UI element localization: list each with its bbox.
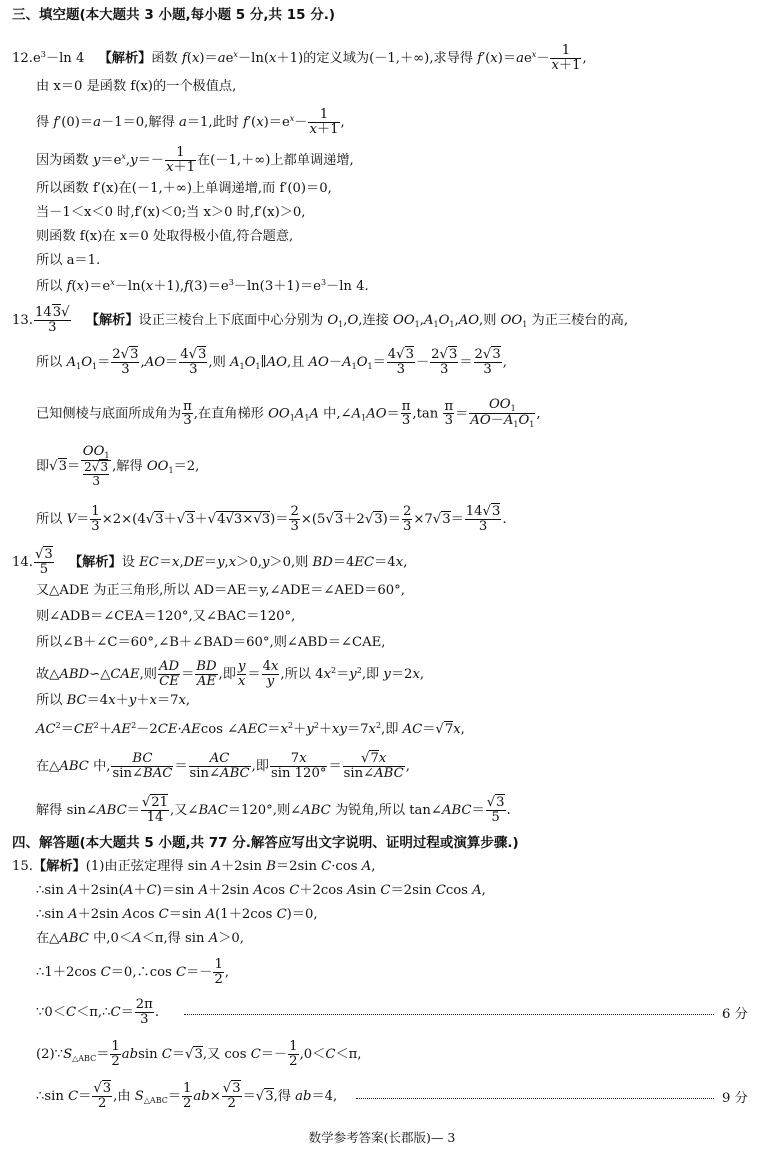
question-12-line-4: 因为函数 $y=e^x,y=-$ $\frac{1}{x+1}$ 在(－1,＋∞)上都单调递增, <box>36 145 354 175</box>
analysis-text: 函数 $f(x)=ae^x-\ln(x+1)$的定义域为(－1,＋∞),求导得 $f'(x)=ae^x-$ $\frac{1}{x+1}$ , <box>151 43 587 73</box>
analysis-tag: 【解析】 <box>32 859 86 874</box>
question-12-line-1 <box>12 44 587 73</box>
question-12-line-2: 由 x＝0 是函数 f(x)的一个极值点, <box>36 79 237 94</box>
analysis-text: 设正三棱台上下底面中心分别为 $O_1,O$,连接 $OO_1,A_1O_1,AO$,则 $OO_1$ 为正三棱台的高, <box>138 312 629 329</box>
question-15-line-7: $(2)\because S_{\triangle ABC}=$ $\frac{1}{2}$ absin C＝√3,又 cos C＝－ $\frac{1}{2}$ ,0＜C＜π, <box>36 1039 362 1069</box>
question-12-line-9: 所以 $f(x)=e^x-\ln(x+1),f(3)=e^3-\ln(3+1)=e^3-\ln$ 4. <box>36 278 369 294</box>
question-15-line-6: ∵0＜C＜π,∴C＝ $\frac{2\pi}{3}$ . <box>36 997 160 1027</box>
question-14-line-5: 故△ABD∽△CAE,则 $\frac{AD}{CE}$ ＝ $\frac{BD}{AE}$ ,即 $\frac{y}{x}$ ＝ $\frac{4x}{y}$ ,所以 $4x^2=y^2$,即 y＝2x, <box>36 659 425 689</box>
question-15-line-1 <box>12 860 375 875</box>
question-14-line-2: 又△ADE 为正三角形,所以 AD＝AE＝y,∠ADE＝∠AED＝60°, <box>36 583 405 598</box>
question-14-line-8: 在△ABC 中, BC sin∠BAC ＝ AC sin∠ABC ,即 $\frac{7x}{\sin 120^\circ}$ ＝ √7x sin∠ABC , <box>36 751 410 781</box>
question-12-line-3: 得 f′(0)＝a－1＝0,解得 a＝1,此时 $f'(x)=e^x-$ $\frac{1}{x+1}$ , <box>36 107 345 137</box>
question-12-line-7: 则函数 f(x)在 x＝0 处取得极小值,符合题意, <box>36 229 294 244</box>
analysis-tag: 【解析】 <box>68 554 122 570</box>
answer: $\frac{143√}{3}$ <box>34 305 70 335</box>
score-mark: 9 分 <box>722 1091 748 1106</box>
section-heading-solutions: 四、解答题(本大题共 5 小题,共 77 分.解答应写出文字说明、证明过程或演算步骤.) <box>12 835 519 851</box>
question-14-line-3: 则∠ADB＝∠CEA＝120°,又∠BAC＝120°, <box>36 609 296 624</box>
question-14-line-1 <box>12 548 407 577</box>
question-14-line-6: 所以 BC＝4x＋y＋x＝7x, <box>36 693 191 708</box>
question-number: 13. <box>12 312 33 328</box>
analysis-tag: 【解析】 <box>98 50 152 66</box>
question-12-line-5: 所以函数 f′(x)在(－1,＋∞)上单调递增,而 f′(0)＝0, <box>36 181 332 196</box>
question-12-line-6: 当－1＜x＜0 时,f′(x)＜0;当 x＞0 时,f′(x)＞0, <box>36 205 306 220</box>
question-number: 12. <box>12 50 33 66</box>
question-14-line-9: 解得 sin∠ABC＝ $\frac{√21}{14}$ ,又∠BAC＝120°,则∠ABC 为锐角,所以 tan∠ABC＝ $\frac{√3}{5}$ . <box>36 795 511 825</box>
score-mark: 6 分 <box>722 1007 748 1022</box>
question-12-line-8: 所以 a＝1. <box>36 253 101 268</box>
question-15-line-5: ∴1＋2cos C＝0,∴cos C＝－ $\frac{1}{2}$ , <box>36 957 230 987</box>
question-13-line-5: 所以 V＝ $\frac{1}{3}$ ×2×(4√3＋√3＋√4√3×√3)＝ $\frac{2}{3}$ ×(5√3＋2√3)＝ $\frac{2}{3}$ ×7√3＝ $\frac{14√3}{3}$ . <box>36 504 507 534</box>
question-14-line-4: 所以∠B＋∠C＝60°,∠B＋∠BAD＝60°,则∠ABD＝∠CAE, <box>36 635 386 650</box>
answer: $e^3-\ln$ 4 <box>32 49 85 66</box>
page-footer: 数学参考答案(长郡版)— 3 <box>308 1130 456 1145</box>
question-15-line-4: 在△ABC 中,0＜A＜π,得 sin A＞0, <box>36 931 245 946</box>
analysis-text: (1)由正弦定理得 sin A＋2sin B＝2sin C·cos A, <box>85 859 376 874</box>
question-13-line-2: 所以 $A_1O_1=$ $\frac{2√3}{3}$ ,AO＝ $\frac{4√3}{3}$ ,则 $A_1O_1\parallel AO$,且 $AO-A_1O_1=$ $\frac{4√3}{3}$ － $\frac{2√3}{3}$ ＝ $\frac{2√3}{3}$ , <box>36 347 507 377</box>
question-13-line-3: 已知侧棱与底面所成角为 $\frac{\pi}{3}$ ,在直角梯形 $OO_1A_1A$ 中$,\angle A_1AO=$ $\frac{\pi}{3}$ ,tan $\frac{\pi}{3}$ ＝ $\frac{OO_1}{AO-A_1O_1}$ , <box>36 397 541 430</box>
question-number: 15. <box>12 859 33 874</box>
answer: $\frac{√3}{5}$ <box>34 547 53 577</box>
question-15-line-2: ∴sin A＋2sin(A＋C)＝sin A＋2sin Acos C＋2cos Asin C＝2sin Ccos A, <box>36 883 486 898</box>
question-15-line-3: ∴sin A＋2sin Acos C＝sin A(1＋2cos C)＝0, <box>36 907 318 922</box>
section-heading-fill-blank: 三、填空题(本大题共 3 小题,每小题 5 分,共 15 分.) <box>12 7 335 23</box>
question-13-line-1 <box>12 306 628 335</box>
question-13-line-4: 即√3＝ $\frac{OO_1}{\frac{2√3}{3}}$ ,解得 $OO_1=2$, <box>36 444 200 488</box>
question-number: 14. <box>12 554 33 570</box>
score-leader-dots <box>356 1098 714 1099</box>
score-leader-dots <box>184 1014 714 1015</box>
question-14-line-7: $AC^2=CE^2+AE^2-2CE\cdot AEcos$ $\angle AEC=x^2+y^2+xy=7x^2$,即 AC＝√7x, <box>36 721 465 737</box>
analysis-text: 设 EC＝x,DE＝y,x＞0,y＞0,则 BD＝4EC＝4x, <box>121 554 408 570</box>
analysis-tag: 【解析】 <box>85 312 139 328</box>
question-15-line-8: ∴sin C＝ $\frac{√3}{2}$ ,由 $S_{\triangle ABC}=$ $\frac{1}{2}$ ab× $\frac{√3}{2}$ ＝√3,得 ab＝4, <box>36 1081 338 1111</box>
